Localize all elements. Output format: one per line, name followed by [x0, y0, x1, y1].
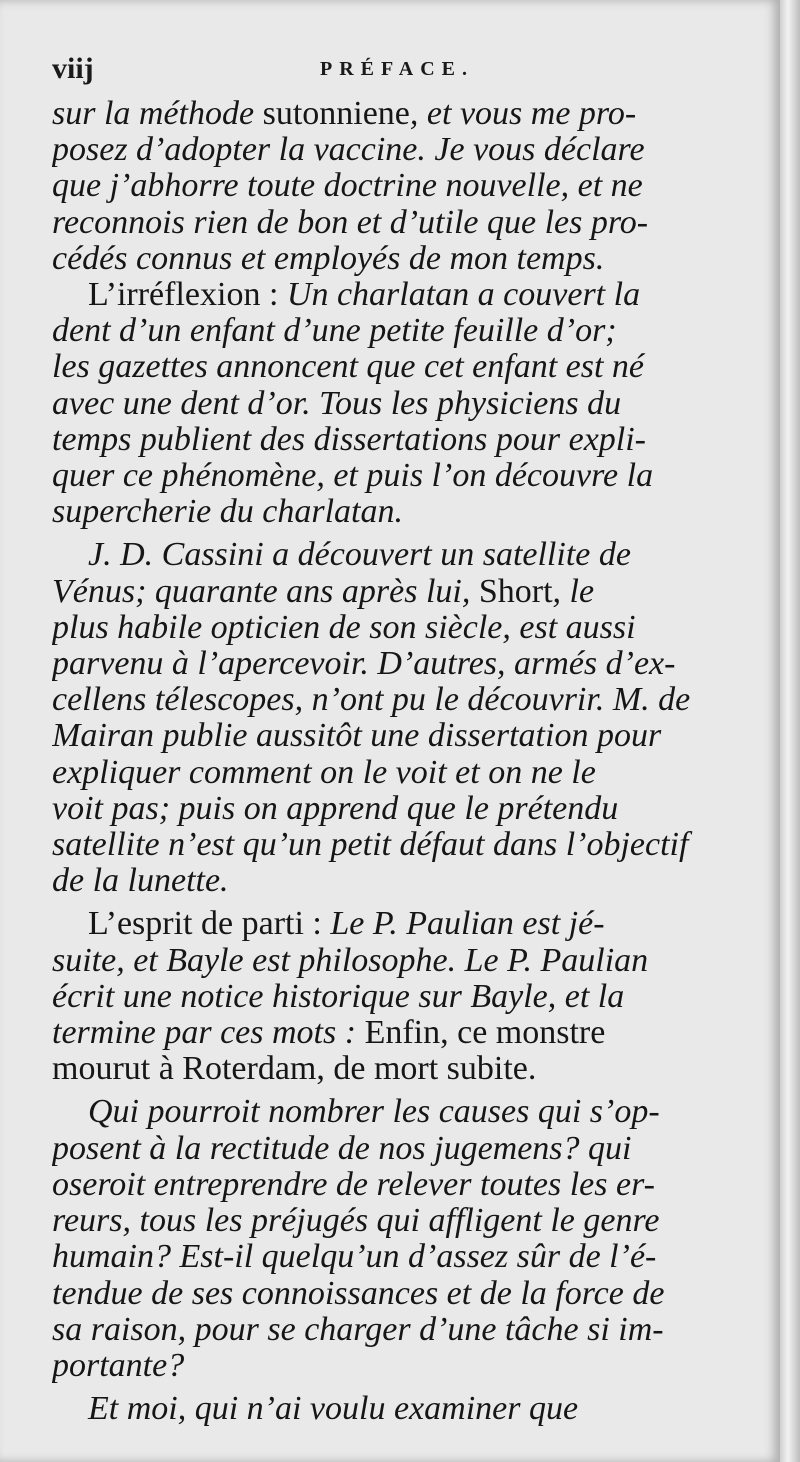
text-line: [52, 1131, 752, 1167]
text-run: satellite n’est qu’un petit défaut dans l’objectif: [52, 827, 689, 864]
text-line: [52, 1312, 752, 1348]
text-run: suite, et Bayle est philosophe. Le P. Paulian: [52, 942, 649, 979]
text-line: [52, 682, 752, 718]
text-run: oseroit entreprendre de relever toutes les er-: [52, 1166, 655, 1203]
text-line: [52, 755, 752, 791]
running-title: PRÉFACE.: [320, 58, 474, 80]
page-edge: [780, 0, 800, 1462]
text-line: [52, 1276, 752, 1312]
text-run: humain? Est-il quelqu’un d’assez sûr de l’é-: [52, 1239, 657, 1276]
text-run: Enfin, ce monstre: [364, 1015, 606, 1052]
text-run: sutonniene: [262, 96, 410, 132]
text-line: [52, 205, 752, 241]
text-run: Le P. Paulian est jé-: [330, 906, 605, 943]
text-line: [52, 1015, 752, 1051]
text-line: [52, 1167, 752, 1203]
text-run: sa raison, pour se charger d’une tâche si im-: [52, 1311, 664, 1348]
text-run: plus habile opticien de son siècle, est aussi: [52, 609, 636, 646]
text-run: , le: [552, 573, 595, 610]
text-line: [52, 1094, 752, 1130]
text-run: , et vous me pro-: [409, 96, 637, 132]
text-run: expliquer comment on le voit et on ne le: [52, 754, 596, 791]
text-line: [52, 610, 752, 646]
text-run: temps publient des dissertations pour expli-: [52, 421, 647, 458]
text-line: [52, 863, 752, 899]
text-run: parvenu à l’apercevoir. D’autres, armés d’ex-: [52, 646, 676, 683]
text-run: supercherie du charlatan.: [52, 494, 403, 531]
text-line: [52, 494, 752, 530]
text-line: [52, 313, 752, 349]
text-line: [52, 646, 752, 682]
text-run: mourut à Roterdam, de mort subite.: [52, 1051, 537, 1088]
text-line: [52, 241, 752, 277]
text-run: L’esprit de parti :: [88, 906, 331, 943]
text-run: cellens télescopes, n’ont pu le découvrir. M. de: [52, 682, 691, 719]
body-text: [52, 96, 752, 1427]
text-line: [52, 132, 752, 168]
text-line: [52, 827, 752, 863]
text-run: Et moi, qui n’ai voulu examiner que: [88, 1391, 579, 1428]
text-run: Un charlatan a couvert la: [286, 277, 641, 314]
text-line: [52, 1391, 752, 1427]
text-run: reurs, tous les préjugés qui affligent le genre: [52, 1203, 660, 1240]
text-run: Qui pourroit nombrer les causes qui s’op-: [88, 1094, 660, 1131]
text-run: dent d’un enfant d’une petite feuille d’or;: [52, 313, 617, 350]
text-line: [52, 277, 752, 313]
text-run: Vénus; quarante ans après lui,: [52, 573, 479, 610]
text-run: L’irréflexion :: [88, 277, 287, 314]
text-run: cédés connus et employés de mon temps.: [52, 240, 605, 277]
text-line: [52, 718, 752, 754]
text-run: termine par ces mots :: [52, 1015, 365, 1052]
text-line: [52, 906, 752, 942]
page-header: [52, 52, 742, 92]
text-line: [52, 979, 752, 1015]
text-run: reconnois rien de bon et d’utile que les pro-: [52, 204, 649, 241]
text-line: [52, 349, 752, 385]
text-line: [52, 458, 752, 494]
text-run: portante?: [52, 1347, 185, 1384]
text-run: voit pas; puis on apprend que le prétendu: [52, 790, 619, 827]
text-line: [52, 1348, 752, 1384]
text-run: posent à la rectitude de nos jugemens? qui: [52, 1130, 632, 1167]
text-line: [52, 1051, 752, 1087]
text-run: de la lunette.: [52, 863, 229, 900]
text-run: Mairan publie aussitôt une dissertation pour: [52, 718, 662, 755]
text-line: [52, 386, 752, 422]
text-run: Short: [478, 573, 553, 610]
text-line: [52, 168, 752, 204]
text-run: quer ce phénomène, et puis l’on découvre la: [52, 458, 654, 495]
text-run: que j’abhorre toute doctrine nouvelle, et ne: [52, 168, 643, 205]
text-run: tendue de ses connoissances et de la force de: [52, 1275, 665, 1312]
text-run: avec une dent d’or. Tous les physiciens du: [52, 385, 622, 422]
text-line: [52, 96, 752, 132]
text-line: [52, 1203, 752, 1239]
text-line: [52, 791, 752, 827]
text-line: [52, 574, 752, 610]
text-line: [52, 1239, 752, 1275]
text-run: posez d’adopter la vaccine. Je vous déclare: [52, 132, 645, 169]
text-run: sur la méthode: [52, 96, 263, 132]
text-line: [52, 422, 752, 458]
text-run: J. D. Cassini a découvert un satellite de: [88, 537, 631, 574]
text-run: les gazettes annoncent que cet enfant est né: [52, 349, 644, 386]
text-run: écrit une notice historique sur Bayle, et la: [52, 978, 625, 1015]
text-line: [52, 943, 752, 979]
page-number: viij: [52, 52, 94, 85]
text-line: [52, 537, 752, 573]
